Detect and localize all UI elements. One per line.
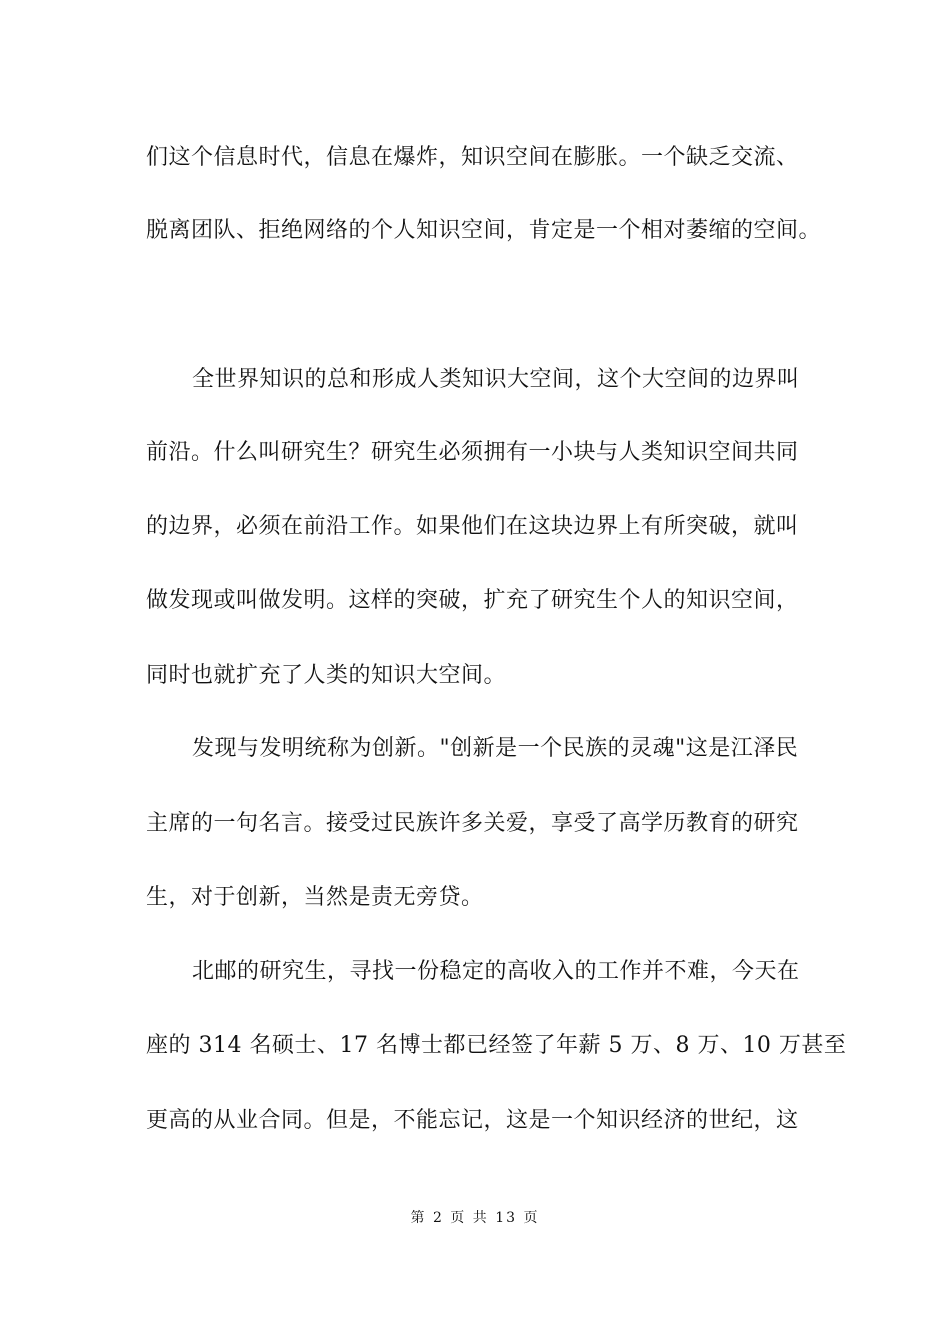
page-number-footer: 第 2 页 共 13 页 (410, 1210, 540, 1226)
paragraph-2-line-2: 前沿。什么叫研究生？研究生必须拥有一小块与人类知识空间共同 (146, 440, 799, 465)
paragraph-2-line-4: 做发现或叫做发明。这样的突破，扩充了研究生个人的知识空间， (146, 588, 799, 613)
paragraph-4-line-3: 更高的从业合同。但是，不能忘记，这是一个知识经济的世纪，这 (146, 1108, 799, 1133)
paragraph-3-line-3: 生，对于创新，当然是责无旁贷。 (146, 885, 484, 910)
paragraph-3-line-2: 主席的一句名言。接受过民族许多关爱，享受了高学历教育的研究 (146, 811, 799, 836)
paragraph-2-line-1: 全世界知识的总和形成人类知识大空间，这个大空间的边界叫 (192, 367, 800, 392)
paragraph-3-line-1: 发现与发明统称为创新。"创新是一个民族的灵魂"这是江泽民 (192, 736, 799, 761)
paragraph-4-line-1: 北邮的研究生，寻找一份稳定的高收入的工作并不难，今天在 (192, 959, 800, 984)
paragraph-1-line-1: 们这个信息时代，信息在爆炸，知识空间在膨胀。一个缺乏交流、 (146, 145, 799, 170)
paragraph-2-line-5: 同时也就扩充了人类的知识大空间。 (146, 663, 507, 688)
paragraph-1-line-2: 脱离团队、拒绝网络的个人知识空间，肯定是一个相对萎缩的空间。 (146, 218, 822, 243)
paragraph-2-line-3: 的边界，必须在前沿工作。如果他们在这块边界上有所突破，就叫 (146, 514, 799, 539)
paragraph-4-line-2: 座的 314 名硕士、17 名博士都已经签了年薪 5 万、8 万、10 万甚至 (146, 1033, 847, 1058)
